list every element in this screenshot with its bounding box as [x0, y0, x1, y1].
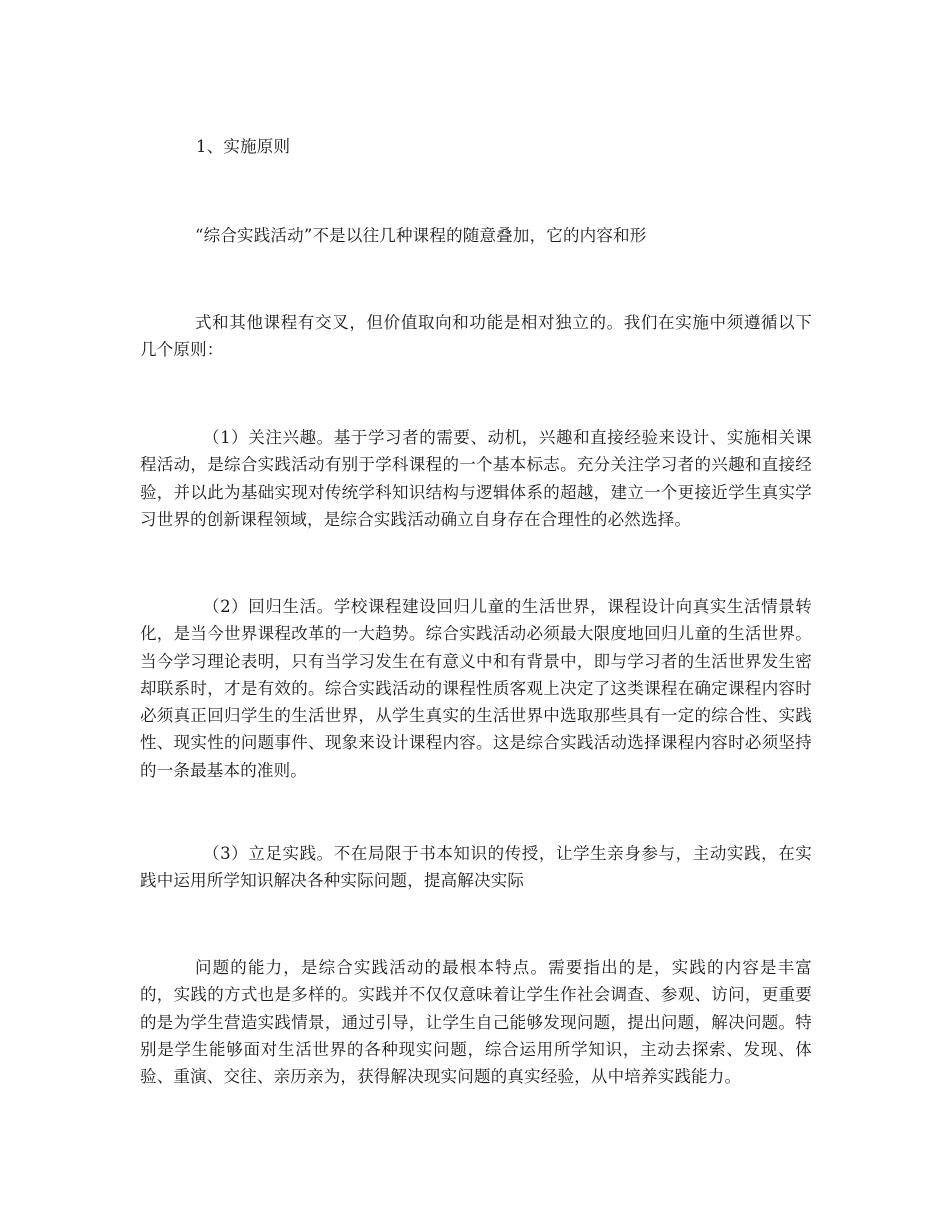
principle-practice-continuation-paragraph: 问题的能力，是综合实践活动的最根本特点。需要指出的是，实践的内容是丰富的，实践的方式也是多样的。实践并不仅仅意味着让学生作社会调查、参观、访问，更重要的是为学生营造实践情景，通过引导，让学生自己能够发现问题，提出问题，解决问题。特别是学生能够面对生活世界的各种现实问题，综合运用所学知识，主动去探索、发现、体验、重演、交往、亲历亲为，获得解决现实问题的真实经验，从中培养实践能力。: [140, 958, 812, 1087]
intro-continuation-paragraph: 式和其他课程有交叉，但价值取向和功能是相对独立的。我们在实施中须遵循以下几个原则：: [140, 313, 812, 360]
section-heading: 1、实施原则: [196, 137, 291, 156]
principle-life-paragraph: （2）回归生活。学校课程建设回归儿童的生活世界，课程设计向真实生活情景转化，是当今世界课程改革的一大趋势。综合实践活动必须最大限度地回归儿童的生活世界。当今学习理论表明，只有当学习发生在有意义中和有背景中，即与学习者的生活世界发生密却联系时，才是有效的。综合实践活动的课程性质客观上决定了这类课程在确定课程内容时必须真正回归学生的生活世界，从学生真实的生活世界中选取那些具有一定的综合性、实践性、现实性的问题事件、现象来设计课程内容。这是综合实践活动选择课程内容时必须坚持的一条最基本的准则。: [140, 597, 812, 780]
principle-practice-paragraph: （3）立足实践。不在局限于书本知识的传授，让学生亲身参与，主动实践，在实践中运用所学知识解决各种实际问题，提高解决实际: [140, 844, 812, 891]
intro-paragraph: “综合实践活动”不是以往几种课程的随意叠加，它的内容和形: [195, 226, 647, 245]
principle-interest-paragraph: （1）关注兴趣。基于学习者的需要、动机，兴趣和直接经验来设计、实施相关课程活动，是综合实践活动有别于学科课程的一个基本标志。充分关注学习者的兴趣和直接经验，并以此为基础实现对传统学科知识结构与逻辑体系的超越，建立一个更接近学生真实学习世界的创新课程领域，是综合实践活动确立自身存在合理性的必然选择。: [140, 428, 812, 529]
